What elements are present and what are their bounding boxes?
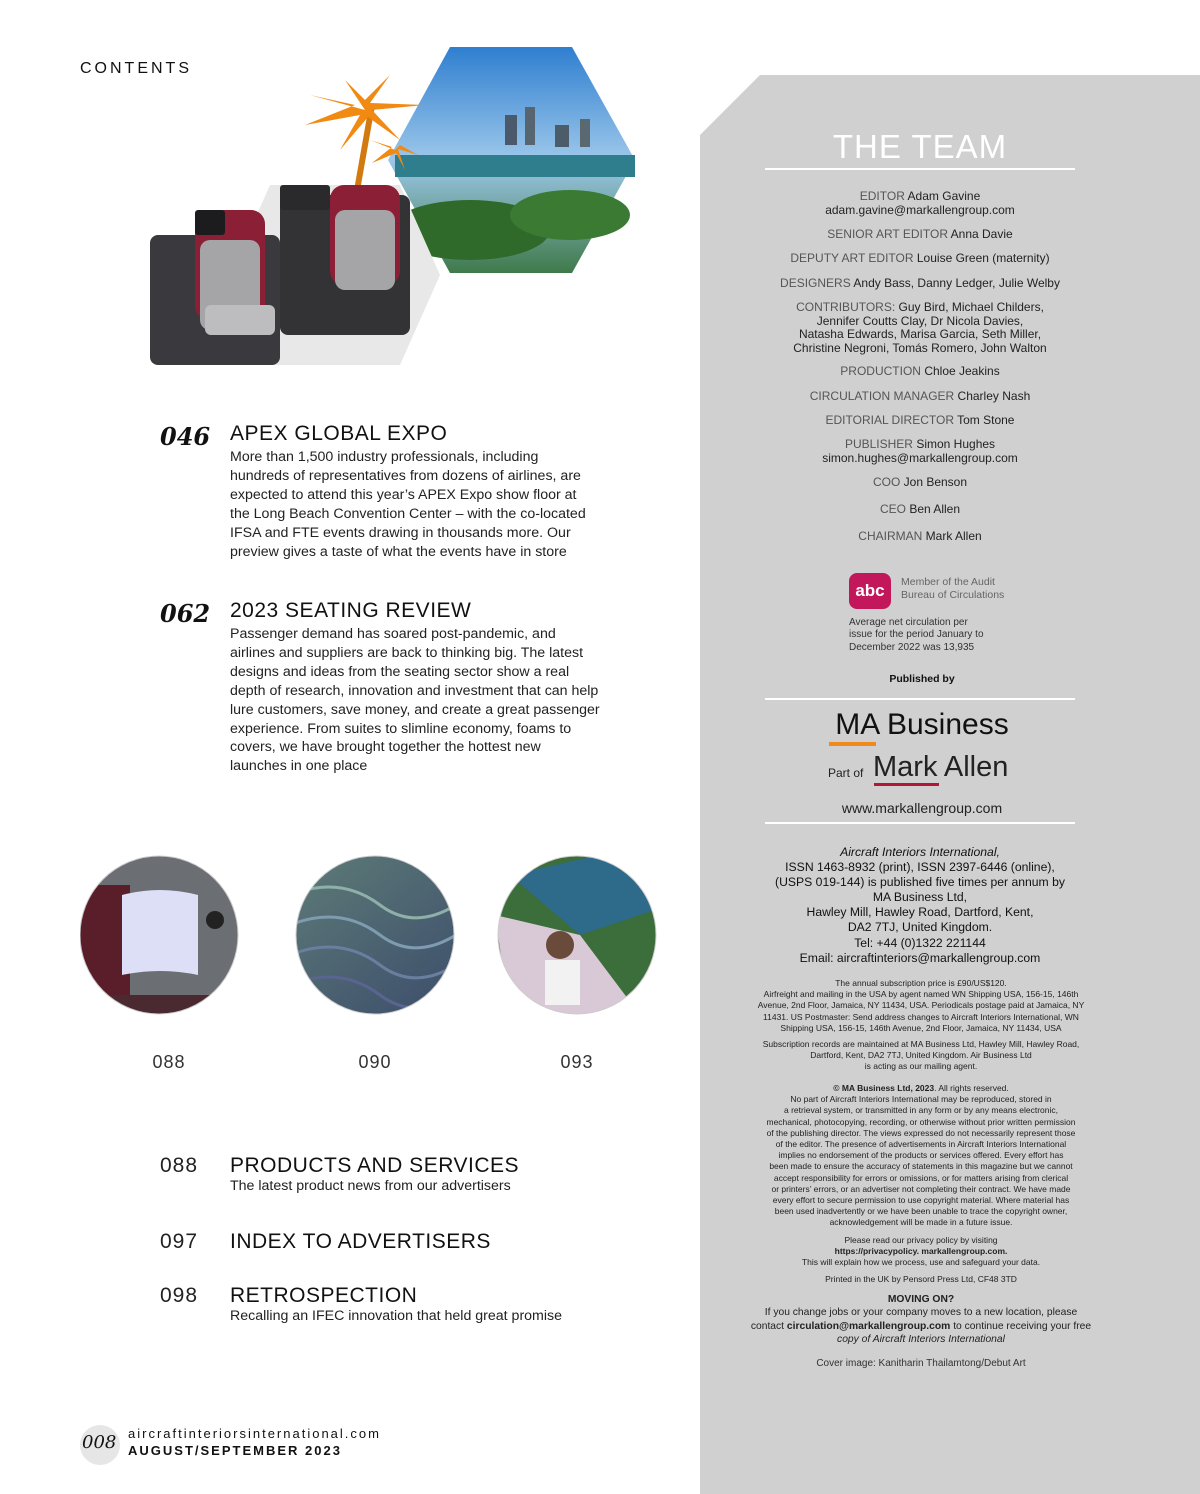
printer-info: Printed in the UK by Pensord Press Ltd, CF48 3TD <box>825 1274 1017 1284</box>
feature-description: Passenger demand has soared post-pandemic, and airlines and suppliers are back to thinking big. The latest designs and ideas from the seating sector show a real depth of research, innovation and investment that can help lure customers, save money, and create a great passenger experience. From suites to slimline economy, foams to covers, we have brought together the hottest new launches in one place <box>230 626 600 775</box>
staff-name: Louise Green (maternity) <box>916 251 1050 265</box>
divider <box>765 822 1075 824</box>
feature-apex-expo[interactable] <box>160 422 610 562</box>
moving-on-notice: MOVING ON? If you change jobs or your company moves to a new location, please contact circulation@markallengroup.com to continue receiving your free copy of Aircraft Interiors International <box>750 1294 1092 1346</box>
role-label: DEPUTY ART EDITOR <box>790 251 914 265</box>
team-production <box>765 365 1075 379</box>
section-retrospection[interactable] <box>160 1284 620 1329</box>
feature-title: 2023 SEATING REVIEW <box>230 599 472 622</box>
feature-seating-review[interactable] <box>160 599 610 779</box>
section-page-number: 097 <box>160 1230 199 1253</box>
section-title: PRODUCTS AND SERVICES <box>230 1154 520 1177</box>
staff-name: Guy Bird, Michael Childers, <box>898 300 1044 314</box>
section-page-number: 088 <box>160 1154 199 1177</box>
role-label: SENIOR ART EDITOR <box>827 227 948 241</box>
team-circulation-manager <box>765 390 1075 404</box>
section-title: RETROSPECTION <box>230 1284 418 1307</box>
thumbnail-090-image <box>280 855 480 1015</box>
abc-logo: abc <box>849 573 891 609</box>
team-contributors: CONTRIBUTORS: Guy Bird, Michael Childers, Jennifer Coutts Clay, Dr Nicola Davies, Natasha Edwards, Marisa Garcia, Seth Miller, Christine Negroni, Tomás Romero, John Walton <box>793 300 1047 355</box>
section-products-services[interactable] <box>160 1154 620 1199</box>
copyright-info: © MA Business Ltd, 2023. All rights reserved. No part of Aircraft Interiors International may be reproduced, stored in a retrieval system, or transmitted in any form or by any means electronic, mechanical, photocopying, recording, or otherwise without prior written permission of the publishing director. The views expressed do not necessarily represent those of the editor. The presence of advertisements in Aircraft Interiors International implies no endorsement of the products or services offered. Every effort has been made to ensure the accuracy of statements in this magazine but we cannot accept responsibility for errors or omissions, or for matters arising from clerical or printers’ errors, or an advertiser not completing their contract. We have made every effort to secure permission to use copyright material. Where material has been used inadvertently or we have been unable to trace the copyright owner, acknowledgement will be made in a future issue. <box>766 1083 1076 1228</box>
feature-description: More than 1,500 industry professionals, including hundreds of representatives from dozens of airlines, are expected to attend this year’s APEX Expo show floor at the Long Beach Convention Center – with the co-located IFSA and FTE events drawing in thousands more. Our preview gives a taste of what the events have in store <box>230 449 586 560</box>
role-label: CONTRIBUTORS: <box>796 300 896 314</box>
publication-info: Aircraft Interiors International, ISSN 1463-8932 (print), ISSN 2397-6446 (online), (USPS 019-144) is published five times per annum by MA Business Ltd, Hawley Mill, Hawley Road, Dartford, Kent, DA2 7TJ, United Kingdom. Tel: +44 (0)1322 221144 Email: aircraftinteriors@markallengroup.com <box>775 845 1065 965</box>
published-by-label: Published by <box>889 673 955 685</box>
section-description: The latest product news from our advertisers <box>230 1178 511 1194</box>
staff-email: simon.hughes@markallengroup.com <box>822 450 1018 465</box>
team-deputy-art-editor <box>765 252 1075 266</box>
section-description: Recalling an IFEC innovation that held great promise <box>230 1308 563 1324</box>
privacy-info: Please read our privacy policy by visiting https://privacypolicy. markallengroup.com. This will explain how we process, use and safeguard your data. <box>801 1235 1041 1268</box>
role-label: DESIGNERS <box>780 276 851 290</box>
contents-heading: CONTENTS <box>80 60 192 77</box>
feature-page-number: 046 <box>160 422 211 451</box>
staff-name: Ben Allen <box>909 502 961 516</box>
role-label: PUBLISHER <box>844 437 913 451</box>
staff-name: Mark Allen <box>925 529 982 543</box>
part-of-label: Part of <box>828 766 864 780</box>
staff-name: Anna Davie <box>950 227 1013 241</box>
staff-name: Jon Benson <box>903 475 968 489</box>
staff-name: Tom Stone <box>957 413 1015 427</box>
thumbnail-label: 090 <box>358 1052 392 1072</box>
cover-credit: Cover image: Kanitharin Thailamtong/Debut Art <box>816 1358 1026 1369</box>
abc-circulation: Average net circulation per issue for the period January to December 2022 was 13,935 <box>849 617 984 653</box>
team-chairman <box>765 530 1075 544</box>
role-label: COO <box>872 475 901 489</box>
thumbnail-label: 088 <box>152 1052 186 1072</box>
staff-email: adam.gavine@markallengroup.com <box>825 202 1015 217</box>
team-title: THE TEAM <box>832 128 1008 165</box>
role-label: CHAIRMAN <box>858 529 923 543</box>
footer-website[interactable]: aircraftinteriorsinternational.com <box>128 1426 381 1441</box>
feature-page-number: 062 <box>160 599 211 628</box>
team-editorial-director <box>765 414 1075 428</box>
thumbnail-row <box>80 855 680 1075</box>
divider <box>765 168 1075 170</box>
team-ceo <box>765 503 1075 517</box>
role-label: CEO <box>879 502 906 516</box>
staff-name: Charley Nash <box>957 389 1031 403</box>
staff-name: Andy Bass, Danny Ledger, Julie Welby <box>853 276 1060 290</box>
abc-membership: Member of the Audit Bureau of Circulations <box>901 576 1005 601</box>
staff-name: Chloe Jeakins <box>924 364 1000 378</box>
staff-name: Simon Hughes <box>916 437 996 451</box>
team-editor <box>765 190 1075 217</box>
ma-business-underline <box>829 742 876 746</box>
feature-title: APEX GLOBAL EXPO <box>230 422 448 445</box>
role-label: CIRCULATION MANAGER <box>809 389 955 403</box>
staff-name: Adam Gavine <box>907 189 981 203</box>
team-publisher <box>765 438 1075 465</box>
role-label: PRODUCTION <box>840 364 921 378</box>
publisher-website[interactable]: www.markallengroup.com <box>841 800 1003 816</box>
section-page-number: 098 <box>160 1284 199 1307</box>
footer-issue-date: AUGUST/SEPTEMBER 2023 <box>128 1443 342 1458</box>
thumbnail-093-image <box>490 855 670 1015</box>
team-senior-art-editor <box>765 228 1075 242</box>
thumbnail-label: 093 <box>560 1052 594 1072</box>
hero-image <box>140 45 640 385</box>
circulation-email-link[interactable]: circulation@markallengroup.com <box>786 1320 951 1332</box>
privacy-link[interactable]: https://privacypolicy. markallengroup.com. <box>834 1246 1008 1257</box>
mark-allen-logo: Mark Allen <box>873 751 1009 783</box>
role-label: EDITOR <box>859 189 905 203</box>
role-label: EDITORIAL DIRECTOR <box>825 413 954 427</box>
team-coo <box>765 476 1075 490</box>
section-title: INDEX TO ADVERTISERS <box>230 1230 491 1253</box>
team-designers <box>765 277 1075 291</box>
ma-business-logo: MA Business <box>835 708 1009 741</box>
page-number: 008 <box>82 1432 117 1453</box>
mark-allen-underline <box>874 783 939 786</box>
subscription-info: The annual subscription price is £90/US$120. Airfreight and mailing in the USA by agent named WN Shipping USA, 156-15, 146th Avenue, 2nd Floor, Jamaica, NY 11434, USA. Periodicals postage paid at Jamaica, NY 11431. US Postmaster: Send address changes to Aircraft Interiors International, WN Shipping USA, 156-15, 146th Avenue, 2nd Floor, Jamaica, NY 11434, USA <box>757 978 1085 1033</box>
section-index-advertisers[interactable] <box>160 1230 620 1260</box>
records-info: Subscription records are maintained at MA Business Ltd, Hawley Mill, Hawley Road, Dartford, Kent, DA2 7TJ, United Kingdom. Air Business Ltd is acting as our mailing agent. <box>762 1039 1080 1072</box>
divider <box>765 698 1075 700</box>
thumbnail-088-image <box>80 855 240 1015</box>
